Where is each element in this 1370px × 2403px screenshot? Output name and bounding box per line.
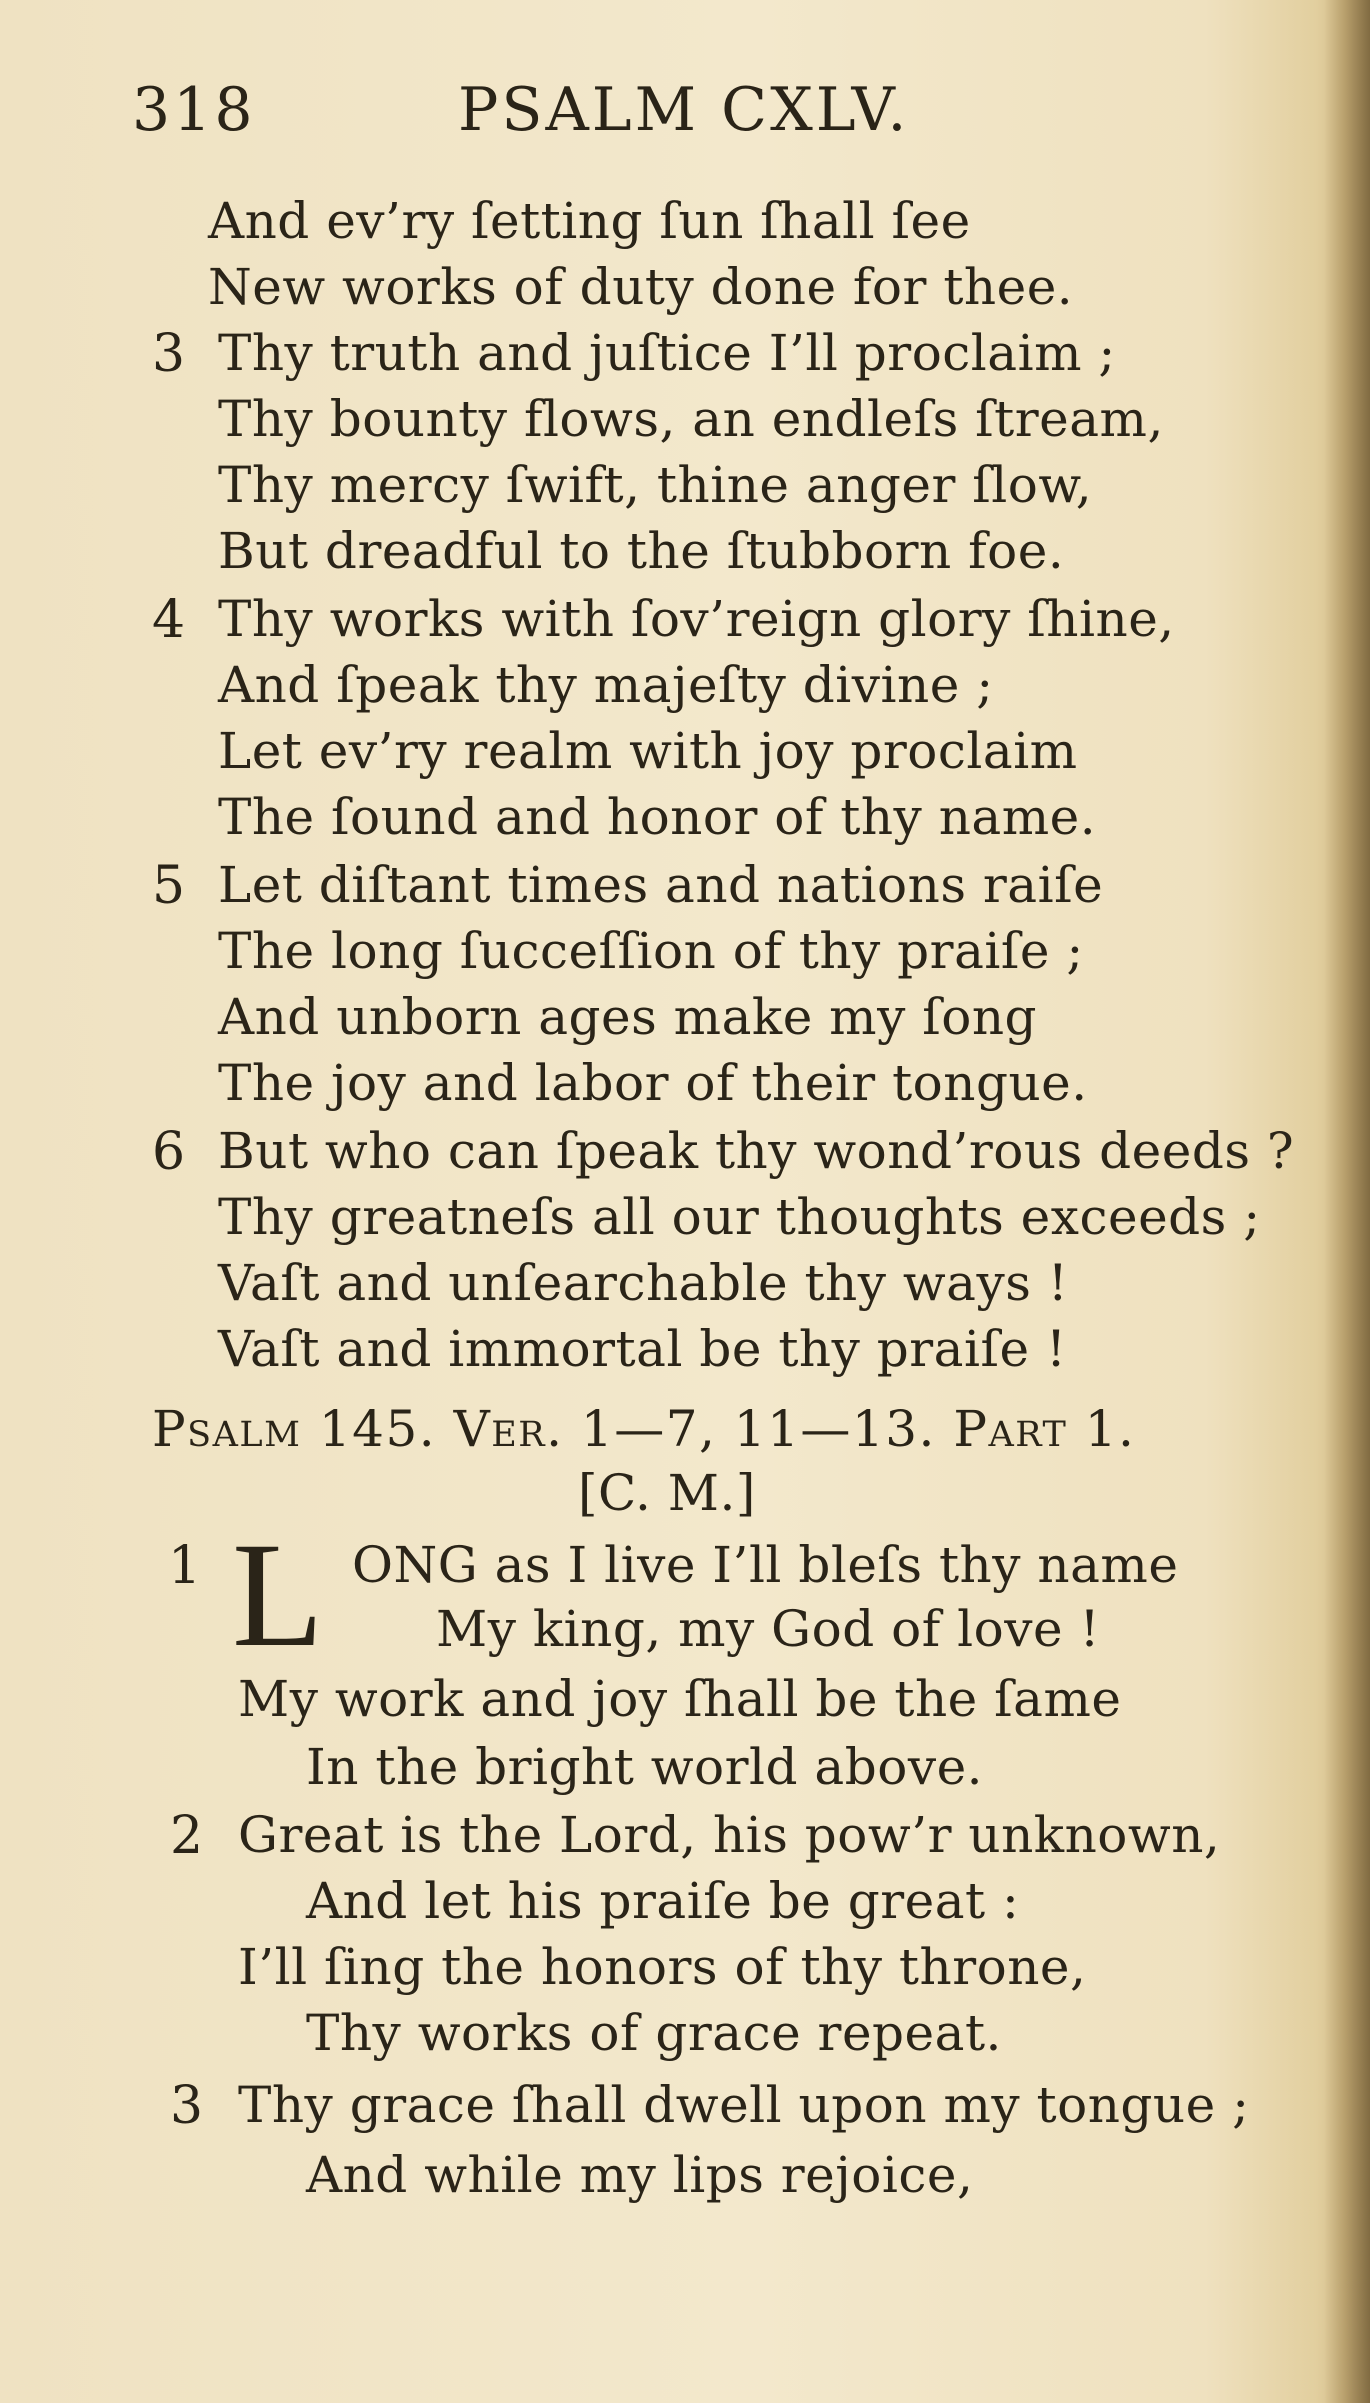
page-edge-shadow [1324, 0, 1370, 2403]
verse-line: Let diſtant times and nations raiſe [218, 856, 1104, 914]
verse-line: The long ſucceſſion of thy praiſe ; [218, 922, 1084, 980]
verse-line: Thy greatneſs all our thoughts exceeds ; [218, 1188, 1261, 1246]
verse-line: And ev’ry ſetting ſun ſhall ſee [208, 192, 971, 250]
verse-line: Thy grace ſhall dwell upon my tongue ; [238, 2076, 1250, 2134]
verse-line: I’ll ſing the honors of thy throne, [238, 1938, 1087, 1996]
verse-line: Thy works with ſov’reign glory ſhine, [218, 590, 1175, 648]
verse-line: And while my lips rejoice, [306, 2146, 974, 2204]
verse-line: But who can ſpeak thy wond’rous deeds ? [218, 1122, 1295, 1180]
verse-line: But dreadful to the ſtubborn foe. [218, 522, 1065, 580]
page-number: 318 [132, 75, 256, 145]
verse-line: Thy bounty flows, an endleſs ſtream, [218, 390, 1164, 448]
stanza-number: 3 [152, 324, 186, 384]
drop-cap: L [232, 1512, 324, 1678]
verse-line: Great is the Lord, his pow’r unknown, [238, 1806, 1221, 1864]
verse-line: New works of duty done for thee. [208, 258, 1074, 316]
verse-line: My king, my God of love ! [436, 1600, 1101, 1658]
stanza-number: 1 [168, 1536, 202, 1596]
stanza-number: 2 [170, 1806, 204, 1866]
verse-line: The ſound and honor of thy name. [218, 788, 1097, 846]
verse-line: Thy mercy ſwift, thine anger ſlow, [218, 456, 1093, 514]
verse-line: The joy and labor of their tongue. [218, 1054, 1088, 1112]
verse-line: ONG as I live I’ll bleſs thy name [352, 1536, 1179, 1594]
verse-line: And let his praiſe be great : [306, 1872, 1020, 1930]
psalm-heading: Psalm 145. Ver. 1—7, 11—13. Part 1. [152, 1400, 1136, 1458]
stanza-number: 3 [170, 2076, 204, 2136]
verse-line: In the bright world above. [306, 1738, 984, 1796]
verse-line: Thy truth and juſtice I’ll proclaim ; [218, 324, 1116, 382]
verse-line: Vaſt and immortal be thy praiſe ! [218, 1320, 1067, 1378]
verse-line: Thy works of grace repeat. [306, 2004, 1002, 2062]
verse-line: Vaſt and unſearchable thy ways ! [218, 1254, 1069, 1312]
meter-label: [C. M.] [578, 1464, 756, 1522]
verse-line: And unborn ages make my ſong [218, 988, 1038, 1046]
stanza-number: 6 [152, 1122, 186, 1182]
verse-line: Let ev’ry realm with joy proclaim [218, 722, 1078, 780]
page-title: PSALM CXLV. [458, 75, 910, 145]
verse-line: My work and joy ſhall be the ſame [238, 1670, 1122, 1728]
verse-line: And ſpeak thy majeſty divine ; [218, 656, 994, 714]
stanza-number: 4 [152, 590, 186, 650]
stanza-number: 5 [152, 856, 186, 916]
